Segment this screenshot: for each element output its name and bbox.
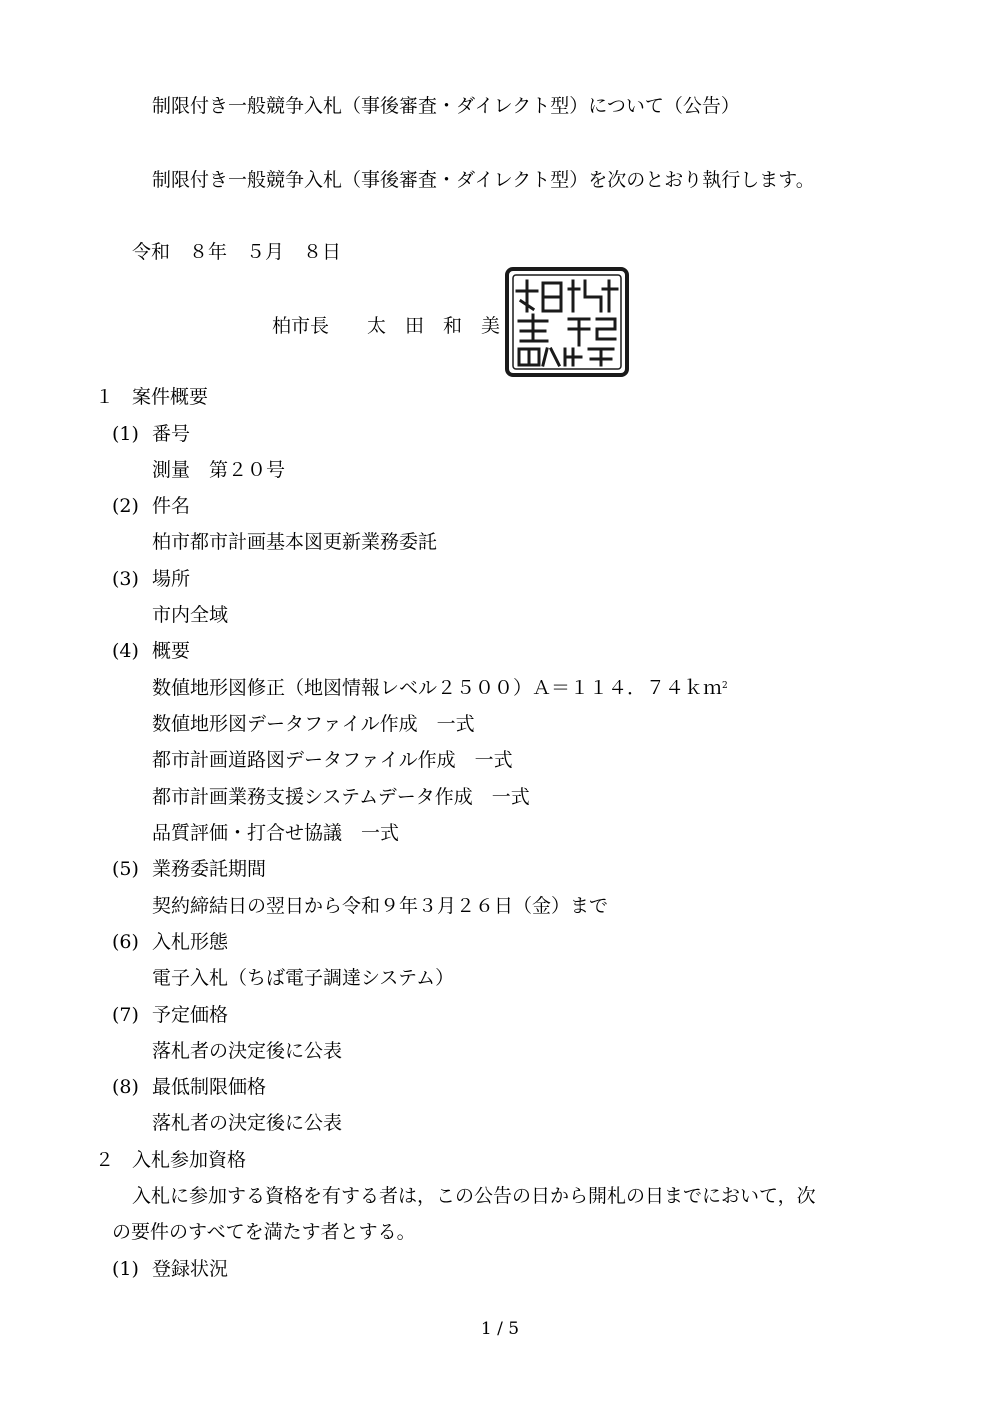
item-8-value: 落札者の決定後に公表 xyxy=(152,1112,343,1134)
item-3-number: (3) xyxy=(112,568,139,590)
item-6-number: (6) xyxy=(112,931,139,953)
item-7-number: (7) xyxy=(112,1004,139,1026)
section-1-number: １ xyxy=(95,386,115,408)
item-8-number: (8) xyxy=(112,1076,139,1098)
section-1-title: 案件概要 xyxy=(132,386,209,408)
section-2-title: 入札参加資格 xyxy=(132,1149,247,1171)
item-8-label: 最低制限価格 xyxy=(152,1076,267,1098)
item-3-heading xyxy=(112,567,190,591)
item-6-heading xyxy=(112,930,228,954)
item-1-label: 番号 xyxy=(152,423,191,445)
item-2-label: 件名 xyxy=(152,495,191,517)
document-title: 制限付き一般競争入札（事後審査・ダイレクト型）について（公告） xyxy=(152,95,740,117)
item-5-value: 契約締結日の翌日から令和９年３月２６日（金）まで xyxy=(152,895,609,917)
page-number: 1 / 5 xyxy=(480,1319,520,1339)
item-4-number: (4) xyxy=(112,640,139,662)
section-2-number: ２ xyxy=(95,1149,115,1171)
item-4-line-1-text: 数値地形図修正（地図情報レベル２５００）Ａ＝１１４．７４ｋｍ xyxy=(152,677,723,699)
item-4-line-3: 都市計画道路図データファイル作成 一式 xyxy=(152,749,513,771)
item-4-line-4: 都市計画業務支援システムデータ作成 一式 xyxy=(152,786,530,808)
section-2-item-1-label: 登録状況 xyxy=(152,1258,229,1280)
intro-text: 制限付き一般競争入札（事後審査・ダイレクト型）を次のとおり執行します。 xyxy=(152,169,815,191)
section-2-paragraph-line-2: の要件のすべてを満たす者とする。 xyxy=(112,1221,416,1243)
item-5-heading xyxy=(112,857,266,881)
item-1-value: 測量 第２０号 xyxy=(152,459,286,481)
item-4-heading xyxy=(112,639,190,663)
item-2-value: 柏市都市計画基本図更新業務委託 xyxy=(152,531,438,553)
item-3-label: 場所 xyxy=(152,568,191,590)
item-7-label: 予定価格 xyxy=(152,1004,229,1026)
item-7-heading xyxy=(112,1003,228,1027)
section-2-paragraph-line-1: 入札に参加する資格を有する者は，この公告の日から開札の日までにおいて，次 xyxy=(132,1185,816,1207)
item-4-label: 概要 xyxy=(152,640,191,662)
item-4-line-5: 品質評価・打合せ協議 一式 xyxy=(152,822,400,844)
section-2-item-1-number: (1) xyxy=(112,1258,139,1280)
item-1-heading xyxy=(112,422,190,446)
section-2-heading xyxy=(95,1148,246,1172)
item-8-heading xyxy=(112,1075,266,1099)
notice-date: 令和 ８年 ５月 ８日 xyxy=(132,241,342,263)
item-7-value: 落札者の決定後に公表 xyxy=(152,1040,343,1062)
official-seal xyxy=(503,265,631,379)
item-1-number: (1) xyxy=(112,423,139,445)
item-4-line-1 xyxy=(152,676,728,700)
item-3-value: 市内全域 xyxy=(152,604,229,626)
area-unit-superscript: 2 xyxy=(722,681,728,691)
item-6-label: 入札形態 xyxy=(152,931,229,953)
item-2-heading xyxy=(112,494,190,518)
item-2-number: (2) xyxy=(112,495,139,517)
item-4-line-2: 数値地形図データファイル作成 一式 xyxy=(152,713,475,735)
section-1-heading xyxy=(95,385,208,409)
item-5-label: 業務委託期間 xyxy=(152,858,267,880)
section-2-item-1-heading xyxy=(112,1257,228,1281)
signatory: 柏市長 太 田 和 美 xyxy=(272,315,501,337)
item-6-value: 電子入札（ちば電子調達システム） xyxy=(152,967,455,989)
item-5-number: (5) xyxy=(112,858,139,880)
